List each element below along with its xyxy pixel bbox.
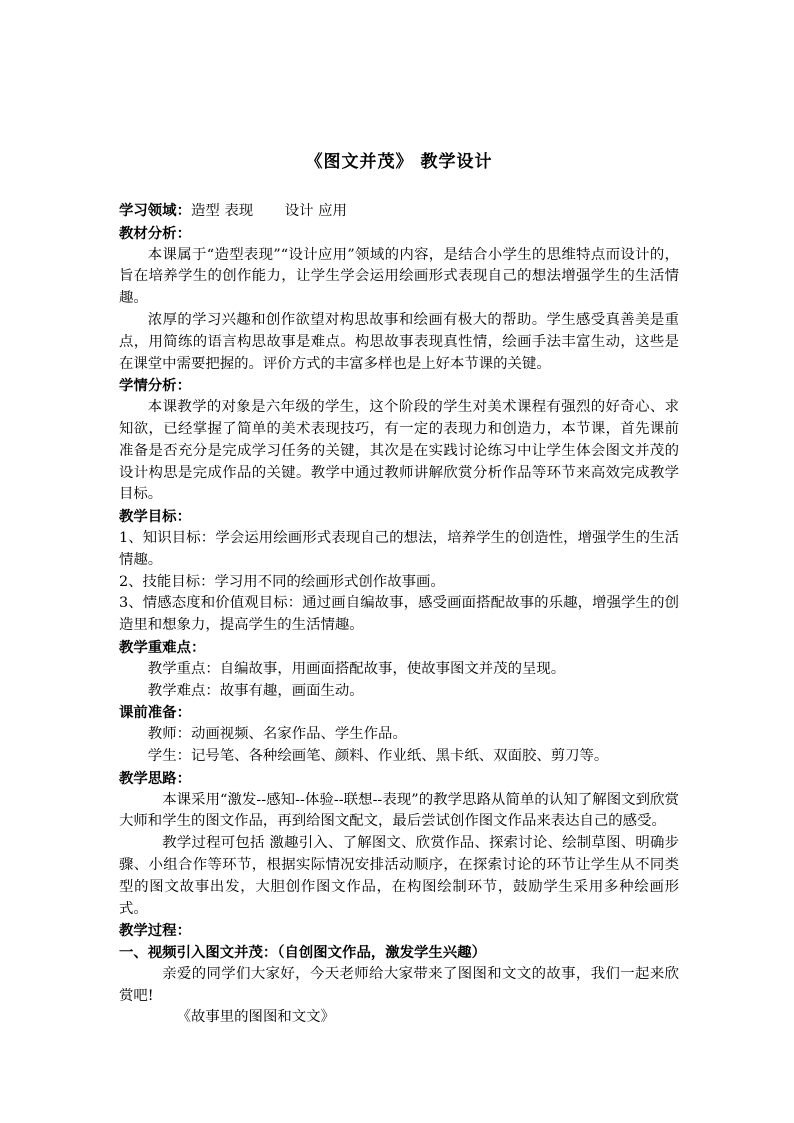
- process-heading: 教学过程：: [119, 922, 191, 940]
- analysis-paragraph-2: 浓厚的学习兴趣和创作欲望对构思故事和绘画有极大的帮助。学生感受真善美是重点，用简练的语言构思故事是难点。构思故事表现真性情，绘画手法丰富生动，这些是在课堂中需要把握的。评价方式的丰富多样也是上好本节课的关键。: [119, 311, 679, 372]
- prep-heading: 课前准备：: [119, 704, 191, 722]
- goal-3: 3、情感态度和价值观目标：通过画自编故事，感受画面搭配故事的乐趣，增强学生的创造里和想象力，提高学生的生活情趣。: [119, 595, 679, 634]
- keypoint-1: 教学重点：自编故事，用画面搭配故事，使故事图文并茂的呈现。: [147, 660, 566, 677]
- domain-label: 学习领域：: [119, 202, 191, 219]
- keypoints-heading: 教学重难点：: [119, 638, 206, 656]
- students-heading: 学情分析：: [119, 377, 191, 395]
- approach-paragraph-2: 教学过程可包括 激趣引入、了解图文、欣赏作品、探索讨论、绘制草图、明确步骤、小组合作等环节，根据实际情况安排活动顺序，在探索讨论的环节让学生从不同类型的图文故事出发，大胆创作图文作品，在构图绘制环节，鼓励学生采用多种绘画形式。: [119, 835, 679, 917]
- prep-student: 学生：记号笔、各种绘画笔、颜料、作业纸、黑卡纸、双面胶、剪刀等。: [147, 747, 609, 764]
- students-paragraph: 本课教学的对象是六年级的学生，这个阶段的学生对美术课程有强烈的好奇心、求知欲，已经掌握了简单的美术表现技巧，有一定的表现力和创造力，本节课，首先课前准备是否充分是完成学习任务的关键，其次是在实践讨论练习中让学生体会图文并茂的设计构思是完成作品的关键。教学中通过教师讲解欣赏分析作品等环节来高效完成教学目标。: [119, 399, 679, 503]
- analysis-heading: 教材分析：: [119, 224, 191, 242]
- domain-line: [119, 200, 679, 223]
- document-body: [119, 200, 679, 1029]
- process-story-title: 《故事里的图图和文文》: [176, 1009, 335, 1026]
- goal-1: 1、知识目标：学会运用绘画形式表现自己的想法，培养学生的创造性，增强学生的生活情趣。: [119, 529, 679, 568]
- approach-paragraph-1: 本课采用“激发--感知--体验--联想--表现”的教学思路从简单的认知了解图文到欣赏大师和学生的图文作品，再到给图文配文，最后尝试创作图文作品来表达自己的感受。: [119, 791, 679, 830]
- goal-2: 2、技能目标：学习用不同的绘画形式创作故事画。: [119, 573, 445, 590]
- prep-teacher: 教师：动画视频、名家作品、学生作品。: [147, 726, 407, 743]
- process-paragraph-1: 亲爱的同学们大家好，今天老师给大家带来了图图和文文的故事，我们一起来欣赏吧!: [119, 965, 679, 1004]
- document-title: 《图文并茂》 教学设计: [305, 152, 493, 172]
- analysis-paragraph-1: 本课属于“造型表现”“设计应用”领域的内容，是结合小学生的思维特点而设计的，旨在培养学生的创作能力，让学生学会运用绘画形式表现自己的想法增强学生的生活情趣。: [119, 246, 679, 307]
- goals-heading: 教学目标：: [119, 508, 191, 526]
- approach-heading: 教学思路：: [119, 769, 191, 787]
- process-step-1: 一、视频引入图文并茂：（自创图文作品，激发学生兴趣）: [119, 944, 486, 962]
- domain-value-1: 造型 表现: [190, 203, 254, 219]
- keypoint-2: 教学难点：故事有趣，画面生动。: [147, 682, 364, 699]
- domain-value-2: 设计 应用: [284, 203, 347, 219]
